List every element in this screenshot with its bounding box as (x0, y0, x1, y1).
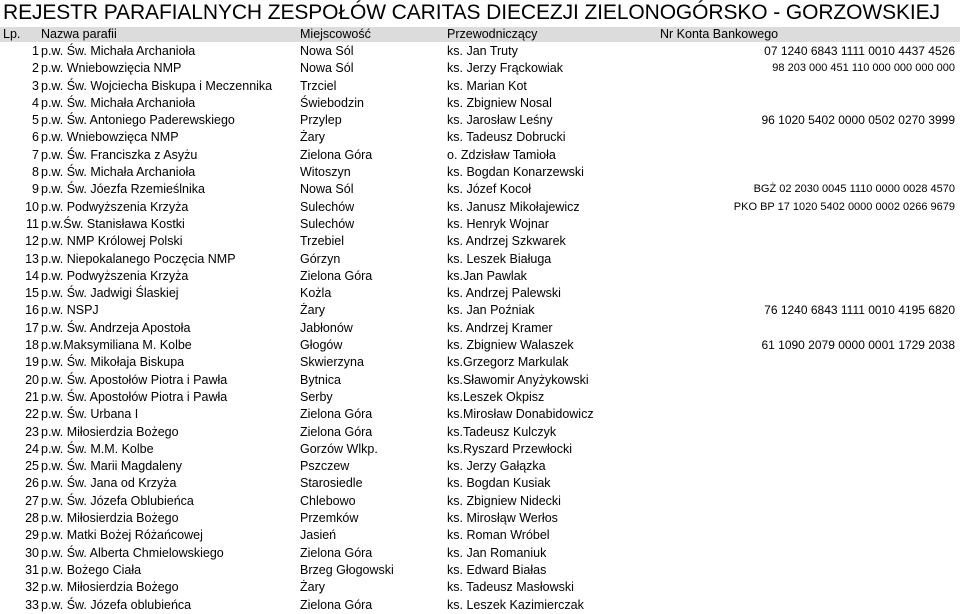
table-row (0, 285, 960, 302)
parish-name: p.w. Wniebowzięcia NMP (41, 61, 182, 76)
row-number: 2 (32, 61, 39, 76)
parish-name: p.w. Św. Franciszka z Asyżu (41, 147, 198, 162)
table-row (0, 216, 960, 233)
row-number: 26 (25, 476, 39, 491)
parish-town: Jasień (300, 528, 337, 543)
parish-name: p.w. Podwyższenia Krzyża (41, 268, 189, 283)
parish-name: p.w. NMP Królowej Polski (41, 234, 183, 249)
table-row (0, 527, 960, 544)
chairman-name: ks. Jan Poźniak (447, 303, 535, 318)
row-number: 31 (25, 562, 39, 577)
chairman-name: ks. Janusz Mikołajewicz (447, 199, 580, 214)
table-row (0, 129, 960, 146)
parish-town: Zielona Góra (300, 268, 373, 283)
table-row (0, 337, 960, 354)
parish-town: Brzeg Głogowski (300, 562, 394, 577)
parish-name: p.w. Św. M.M. Kolbe (41, 441, 154, 456)
table-row (0, 251, 960, 268)
parish-town: Przemków (300, 511, 359, 526)
parish-town: Zielona Góra (300, 597, 373, 612)
parish-town: Świebodzin (300, 95, 364, 110)
chairman-name: ks. Leszek Kazimierczak (447, 597, 584, 612)
chairman-name: ks. Andrzej Szkwarek (447, 234, 566, 249)
row-number: 7 (32, 147, 39, 162)
chairman-name: ks.Jan Pawlak (447, 268, 527, 283)
row-number: 28 (25, 511, 39, 526)
parish-town: Bytnica (300, 372, 341, 387)
parish-name: p.w. Miłosierdzia Bożego (41, 580, 179, 595)
row-number: 9 (32, 182, 39, 197)
table-row (0, 458, 960, 475)
table-header (0, 27, 960, 42)
parish-town: Zielona Góra (300, 407, 373, 422)
parish-name: p.w. Matki Bożej Różańcowej (41, 528, 203, 543)
row-number: 24 (25, 441, 39, 456)
parish-name: p.w. Miłosierdzia Bożego (41, 511, 179, 526)
parish-town: Żary (300, 130, 325, 145)
table-row (0, 268, 960, 285)
table-row (0, 406, 960, 423)
row-number: 13 (25, 251, 39, 266)
table-row (0, 199, 960, 216)
bank-account: 96 1020 5402 0000 0502 0270 3999 (761, 113, 955, 128)
row-number: 10 (25, 199, 39, 214)
table-row (0, 60, 960, 77)
row-number: 12 (25, 234, 39, 249)
chairman-name: ks. Zbigniew Walaszek (447, 338, 574, 353)
chairman-name: ks. Jerzy Frąckowiak (447, 61, 563, 76)
parish-town: Nowa Sól (300, 44, 354, 58)
table-row (0, 510, 960, 527)
parish-town: Zielona Góra (300, 147, 373, 162)
parish-name: p.w. Św. Michała Archanioła (41, 44, 196, 58)
table-row (0, 233, 960, 250)
row-number: 11 (26, 216, 39, 231)
chairman-name: ks. Marian Kot (447, 78, 527, 93)
table-row (0, 475, 960, 492)
row-number: 5 (32, 113, 39, 128)
table-row (0, 78, 960, 95)
parish-name: p.w. Św. Marii Magdaleny (41, 459, 183, 474)
row-number: 18 (25, 338, 39, 353)
column-header-lp: Lp. (3, 27, 21, 41)
table-body (0, 43, 960, 614)
chairman-name: o. Zdzisław Tamioła (447, 147, 556, 162)
row-number: 23 (25, 424, 39, 439)
chairman-name: ks. Tadeusz Masłowski (447, 580, 574, 595)
bank-account: 61 1090 2079 0000 0001 1729 2038 (761, 338, 955, 353)
row-number: 29 (25, 528, 39, 543)
document-title: REJESTR PARAFIALNYCH ZESPOŁÓW CARITAS DIECEZJI ZIELONOGÓRSKO - GORZOWSKIEJ (3, 1, 940, 24)
parish-name: p.w. Św. Andrzeja Apostoła (41, 320, 191, 335)
chairman-name: ks. Andrzej Kramer (447, 320, 553, 335)
parish-name: p.w. Św. Wojciecha Biskupa i Meczennika (41, 78, 273, 93)
row-number: 19 (25, 355, 39, 370)
parish-town: Głogów (300, 338, 343, 353)
table-row (0, 95, 960, 112)
table-row (0, 147, 960, 164)
chairman-name: ks. Tadeusz Dobrucki (447, 130, 566, 145)
row-number: 30 (25, 545, 39, 560)
table-row (0, 597, 960, 614)
table-row (0, 493, 960, 510)
parish-name: p.w. Św. Antoniego Paderewskiego (41, 113, 235, 128)
chairman-name: ks.Leszek Okpisz (447, 389, 545, 404)
table-row (0, 164, 960, 181)
parish-town: Trzebiel (300, 234, 344, 249)
bank-account: 07 1240 6843 1111 0010 4437 4526 (764, 44, 955, 58)
parish-name: p.w. Św. Alberta Chmielowskiego (41, 545, 224, 560)
chairman-name: ks. Andrzej Palewski (447, 286, 561, 301)
table-row (0, 320, 960, 337)
parish-town: Zielona Góra (300, 545, 373, 560)
row-number: 22 (25, 407, 39, 422)
parish-town: Kożla (300, 286, 332, 301)
parish-name: p.w. Św. Michała Archanioła (41, 95, 196, 110)
table-row (0, 112, 960, 129)
chairman-name: ks. Józef Kocoł (447, 182, 532, 197)
chairman-name: ks. Mirosłąw Werłos (447, 511, 558, 526)
chairman-name: ks.Grzegorz Markulak (447, 355, 569, 370)
parish-town: Nowa Sól (300, 61, 354, 76)
row-number: 14 (25, 268, 39, 283)
chairman-name: ks. Henryk Wojnar (447, 216, 549, 231)
row-number: 15 (25, 286, 39, 301)
table-row (0, 302, 960, 319)
chairman-name: ks. Leszek Białuga (447, 251, 552, 266)
table-row (0, 424, 960, 441)
parish-name: p.w. Św. Mikołaja Biskupa (41, 355, 185, 370)
bank-account: 76 1240 6843 1111 0010 4195 6820 (764, 303, 955, 318)
chairman-name: ks. Roman Wróbel (447, 528, 550, 543)
chairman-name: ks.Ryszard Przewłocki (447, 441, 573, 456)
parish-name: p.w. Św. Apostołów Piotra i Pawła (41, 372, 228, 387)
parish-town: Sulechów (300, 216, 355, 231)
table-row (0, 389, 960, 406)
row-number: 6 (32, 130, 39, 145)
row-number: 1 (32, 44, 39, 58)
row-number: 8 (32, 165, 39, 180)
row-number: 17 (25, 320, 39, 335)
parish-town: Pszczew (300, 459, 350, 474)
parish-town: Chlebowo (300, 493, 356, 508)
parish-name: p.w. Bożego Ciała (41, 562, 142, 577)
chairman-name: ks. Jarosław Leśny (447, 113, 553, 128)
parish-name: p.w. Św. Józefa oblubieńca (41, 597, 192, 612)
parish-name: p.w. Św. Jana od Krzyża (41, 476, 177, 491)
table-row (0, 181, 960, 198)
parish-town: Skwierzyna (300, 355, 364, 370)
chairman-name: ks. Bogdan Kusiak (447, 476, 551, 491)
row-number: 27 (25, 493, 39, 508)
row-number: 32 (25, 580, 39, 595)
parish-name: p.w. Św. Urbana I (41, 407, 139, 422)
parish-town: Żary (300, 580, 325, 595)
parish-name: p.w.Maksymiliana M. Kolbe (41, 338, 192, 353)
row-number: 4 (32, 95, 39, 110)
parish-name: p.w.Św. Stanisława Kostki (41, 216, 185, 231)
row-number: 16 (25, 303, 39, 318)
chairman-name: ks. Jerzy Gałązka (447, 459, 546, 474)
table-row (0, 579, 960, 596)
parish-town: Trzciel (300, 78, 337, 93)
column-header-account: Nr Konta Bankowego (660, 27, 779, 41)
table-row (0, 562, 960, 579)
row-number: 25 (25, 459, 39, 474)
column-header-priest: Przewodniczący (447, 27, 538, 41)
parish-town: Zielona Góra (300, 424, 373, 439)
table-row (0, 43, 960, 60)
parish-town: Starosiedle (300, 476, 363, 491)
parish-name: p.w. NSPJ (41, 303, 99, 318)
bank-account: PKO BP 17 1020 5402 0000 0002 0266 9679 (733, 200, 955, 213)
parish-town: Przylep (300, 113, 342, 128)
parish-town: Gorzów Wlkp. (300, 441, 378, 456)
row-number: 3 (32, 78, 39, 93)
parish-name: p.w. Niepokalanego Poczęcia NMP (41, 251, 236, 266)
table-row (0, 354, 960, 371)
parish-name: p.w. Św. Józefa Oblubieńca (41, 493, 194, 508)
parish-name: p.w. Św. Jadwigi Ślaskiej (41, 286, 179, 301)
chairman-name: ks. Jan Romaniuk (447, 545, 547, 560)
row-number: 33 (25, 597, 39, 612)
parish-town: Nowa Sól (300, 182, 354, 197)
row-number: 20 (25, 372, 39, 387)
column-header-name: Nazwa parafii (41, 27, 117, 41)
table-row (0, 372, 960, 389)
chairman-name: ks.Sławomir Anyżykowski (447, 372, 589, 387)
table-row (0, 441, 960, 458)
parish-town: Sulechów (300, 199, 355, 214)
bank-account: BGŻ 02 2030 0045 1110 0000 0028 4570 (753, 183, 955, 196)
parish-name: p.w. Wniebowzięca NMP (41, 130, 179, 145)
chairman-name: ks. Zbigniew Nosal (447, 95, 552, 110)
parish-name: p.w. Miłosierdzia Bożego (41, 424, 179, 439)
chairman-name: ks.Mirosław Donabidowicz (447, 407, 594, 422)
parish-name: p.w. Św. Michała Archanioła (41, 165, 196, 180)
chairman-name: ks. Bogdan Konarzewski (447, 165, 584, 180)
parish-town: Jabłonów (300, 320, 353, 335)
parish-name: p.w. Św. Apostołów Piotra i Pawła (41, 389, 228, 404)
row-number: 21 (25, 389, 39, 404)
column-header-town: Miejscowość (300, 27, 371, 41)
parish-name: p.w. Podwyższenia Krzyża (41, 199, 189, 214)
chairman-name: ks. Edward Białas (447, 562, 547, 577)
parish-town: Żary (300, 303, 325, 318)
bank-account: 98 203 000 451 110 000 000 000 000 (772, 62, 955, 75)
chairman-name: ks.Tadeusz Kulczyk (447, 424, 557, 439)
chairman-name: ks. Zbigniew Nidecki (447, 493, 561, 508)
parish-name: p.w. Św. Jóezfa Rzemieślnika (41, 182, 205, 197)
parish-town: Górzyn (300, 251, 341, 266)
chairman-name: ks. Jan Truty (447, 44, 518, 58)
parish-town: Serby (300, 389, 333, 404)
parish-town: Witoszyn (300, 165, 351, 180)
table-row (0, 545, 960, 562)
